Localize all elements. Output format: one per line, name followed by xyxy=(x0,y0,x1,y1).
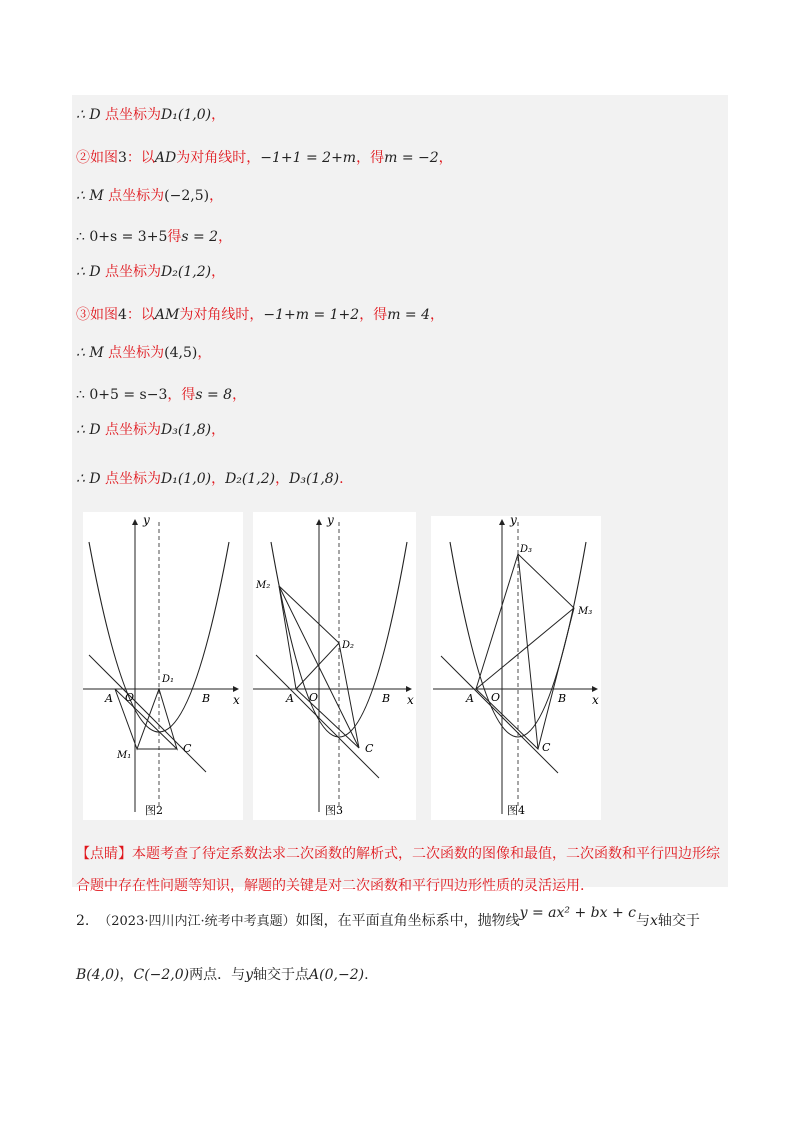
solution-line-9: ∴ D 点坐标为D₃(1,8)， xyxy=(76,422,226,438)
label-m: M₁ xyxy=(117,750,132,761)
label-x: x xyxy=(233,693,240,707)
label-b: B xyxy=(558,692,567,705)
question-number: 2. xyxy=(76,913,90,929)
label-m: M₃ xyxy=(578,606,593,617)
figure-caption: 图3 xyxy=(325,804,343,817)
solution-line-2: ②如图3：以AD为对角线时，−1+1 = 2+m，得m = −2， xyxy=(76,150,453,166)
label-a: A xyxy=(105,692,113,705)
point-a: A(0,−2) xyxy=(309,967,365,983)
solution-line-10: ∴ D 点坐标为D₁(1,0)，D₂(1,2)，D₃(1,8). xyxy=(76,471,344,487)
solution-line-7: ∴ M 点坐标为(4,5)， xyxy=(76,345,212,361)
figure-2-graph xyxy=(83,512,243,820)
label-d: D₂ xyxy=(342,640,355,651)
label-o: O xyxy=(125,691,135,704)
solution-line-4: ∴ 0+s = 3+5得s = 2， xyxy=(76,229,233,245)
figure-3-graph xyxy=(253,512,416,820)
figure-3 xyxy=(253,512,416,820)
label-o: O xyxy=(309,691,319,704)
solution-line-3: ∴ M 点坐标为(−2,5)， xyxy=(76,188,224,204)
figure-4 xyxy=(431,516,601,820)
label-y: y xyxy=(143,513,150,527)
question-2-line-2: B(4,0)，C(−2,0)两点．与y轴交于点A(0,−2). xyxy=(76,967,369,983)
label-a: A xyxy=(466,692,474,705)
figure-caption: 图4 xyxy=(507,804,525,817)
solution-line-5: ∴ D 点坐标为D₂(1,2)， xyxy=(76,264,226,280)
solution-line-6: ③如图4：以AM为对角线时，−1+m = 1+2，得m = 4， xyxy=(76,307,445,323)
label-c: C xyxy=(365,742,374,755)
question-2-line-1: 2. （2023·四川内江·统考中考真题）如图，在平面直角坐标系中，抛物线y = ax² + bx + c与x轴交于 xyxy=(76,905,700,929)
figure-4-graph xyxy=(431,516,601,820)
label-x: x xyxy=(407,693,414,707)
line-ac xyxy=(441,656,558,773)
label-c: C xyxy=(542,741,551,754)
parallelogram-edges xyxy=(476,554,574,749)
label-c: C xyxy=(183,742,192,755)
note-tag: 【点睛】 xyxy=(76,846,132,862)
segment-md xyxy=(279,586,339,643)
label-y: y xyxy=(327,513,334,527)
solution-line-8: ∴ 0+5 = s−3，得s = 8， xyxy=(76,387,247,403)
key-point-note xyxy=(76,838,726,902)
label-d: D₁ xyxy=(162,674,175,685)
question-source: （2023·四川内江·统考中考真题） xyxy=(98,914,296,929)
solution-line-1: ∴ D 点坐标为D₁(1,0)， xyxy=(76,107,226,123)
note-text: 本题考查了待定系数法求二次函数的解析式，二次函数的图像和最值，二次函数和平行四边形综合题中存在性问题等知识，解题的关键是对二次函数和平行四边形性质的灵活运用. xyxy=(76,846,720,894)
label-o: O xyxy=(491,691,501,704)
point-c: C(−2,0) xyxy=(133,967,190,983)
figure-2 xyxy=(83,512,243,820)
point-b: B(4,0) xyxy=(76,967,120,983)
label-d: D₃ xyxy=(520,544,533,555)
label-a: A xyxy=(286,692,294,705)
figure-caption: 图2 xyxy=(145,804,163,817)
label-x: x xyxy=(592,693,599,707)
label-m: M₂ xyxy=(256,580,271,591)
parabola-equation: y = ax² + bx + c xyxy=(519,905,636,921)
label-y: y xyxy=(510,516,517,527)
label-b: B xyxy=(202,692,211,705)
label-b: B xyxy=(382,692,391,705)
